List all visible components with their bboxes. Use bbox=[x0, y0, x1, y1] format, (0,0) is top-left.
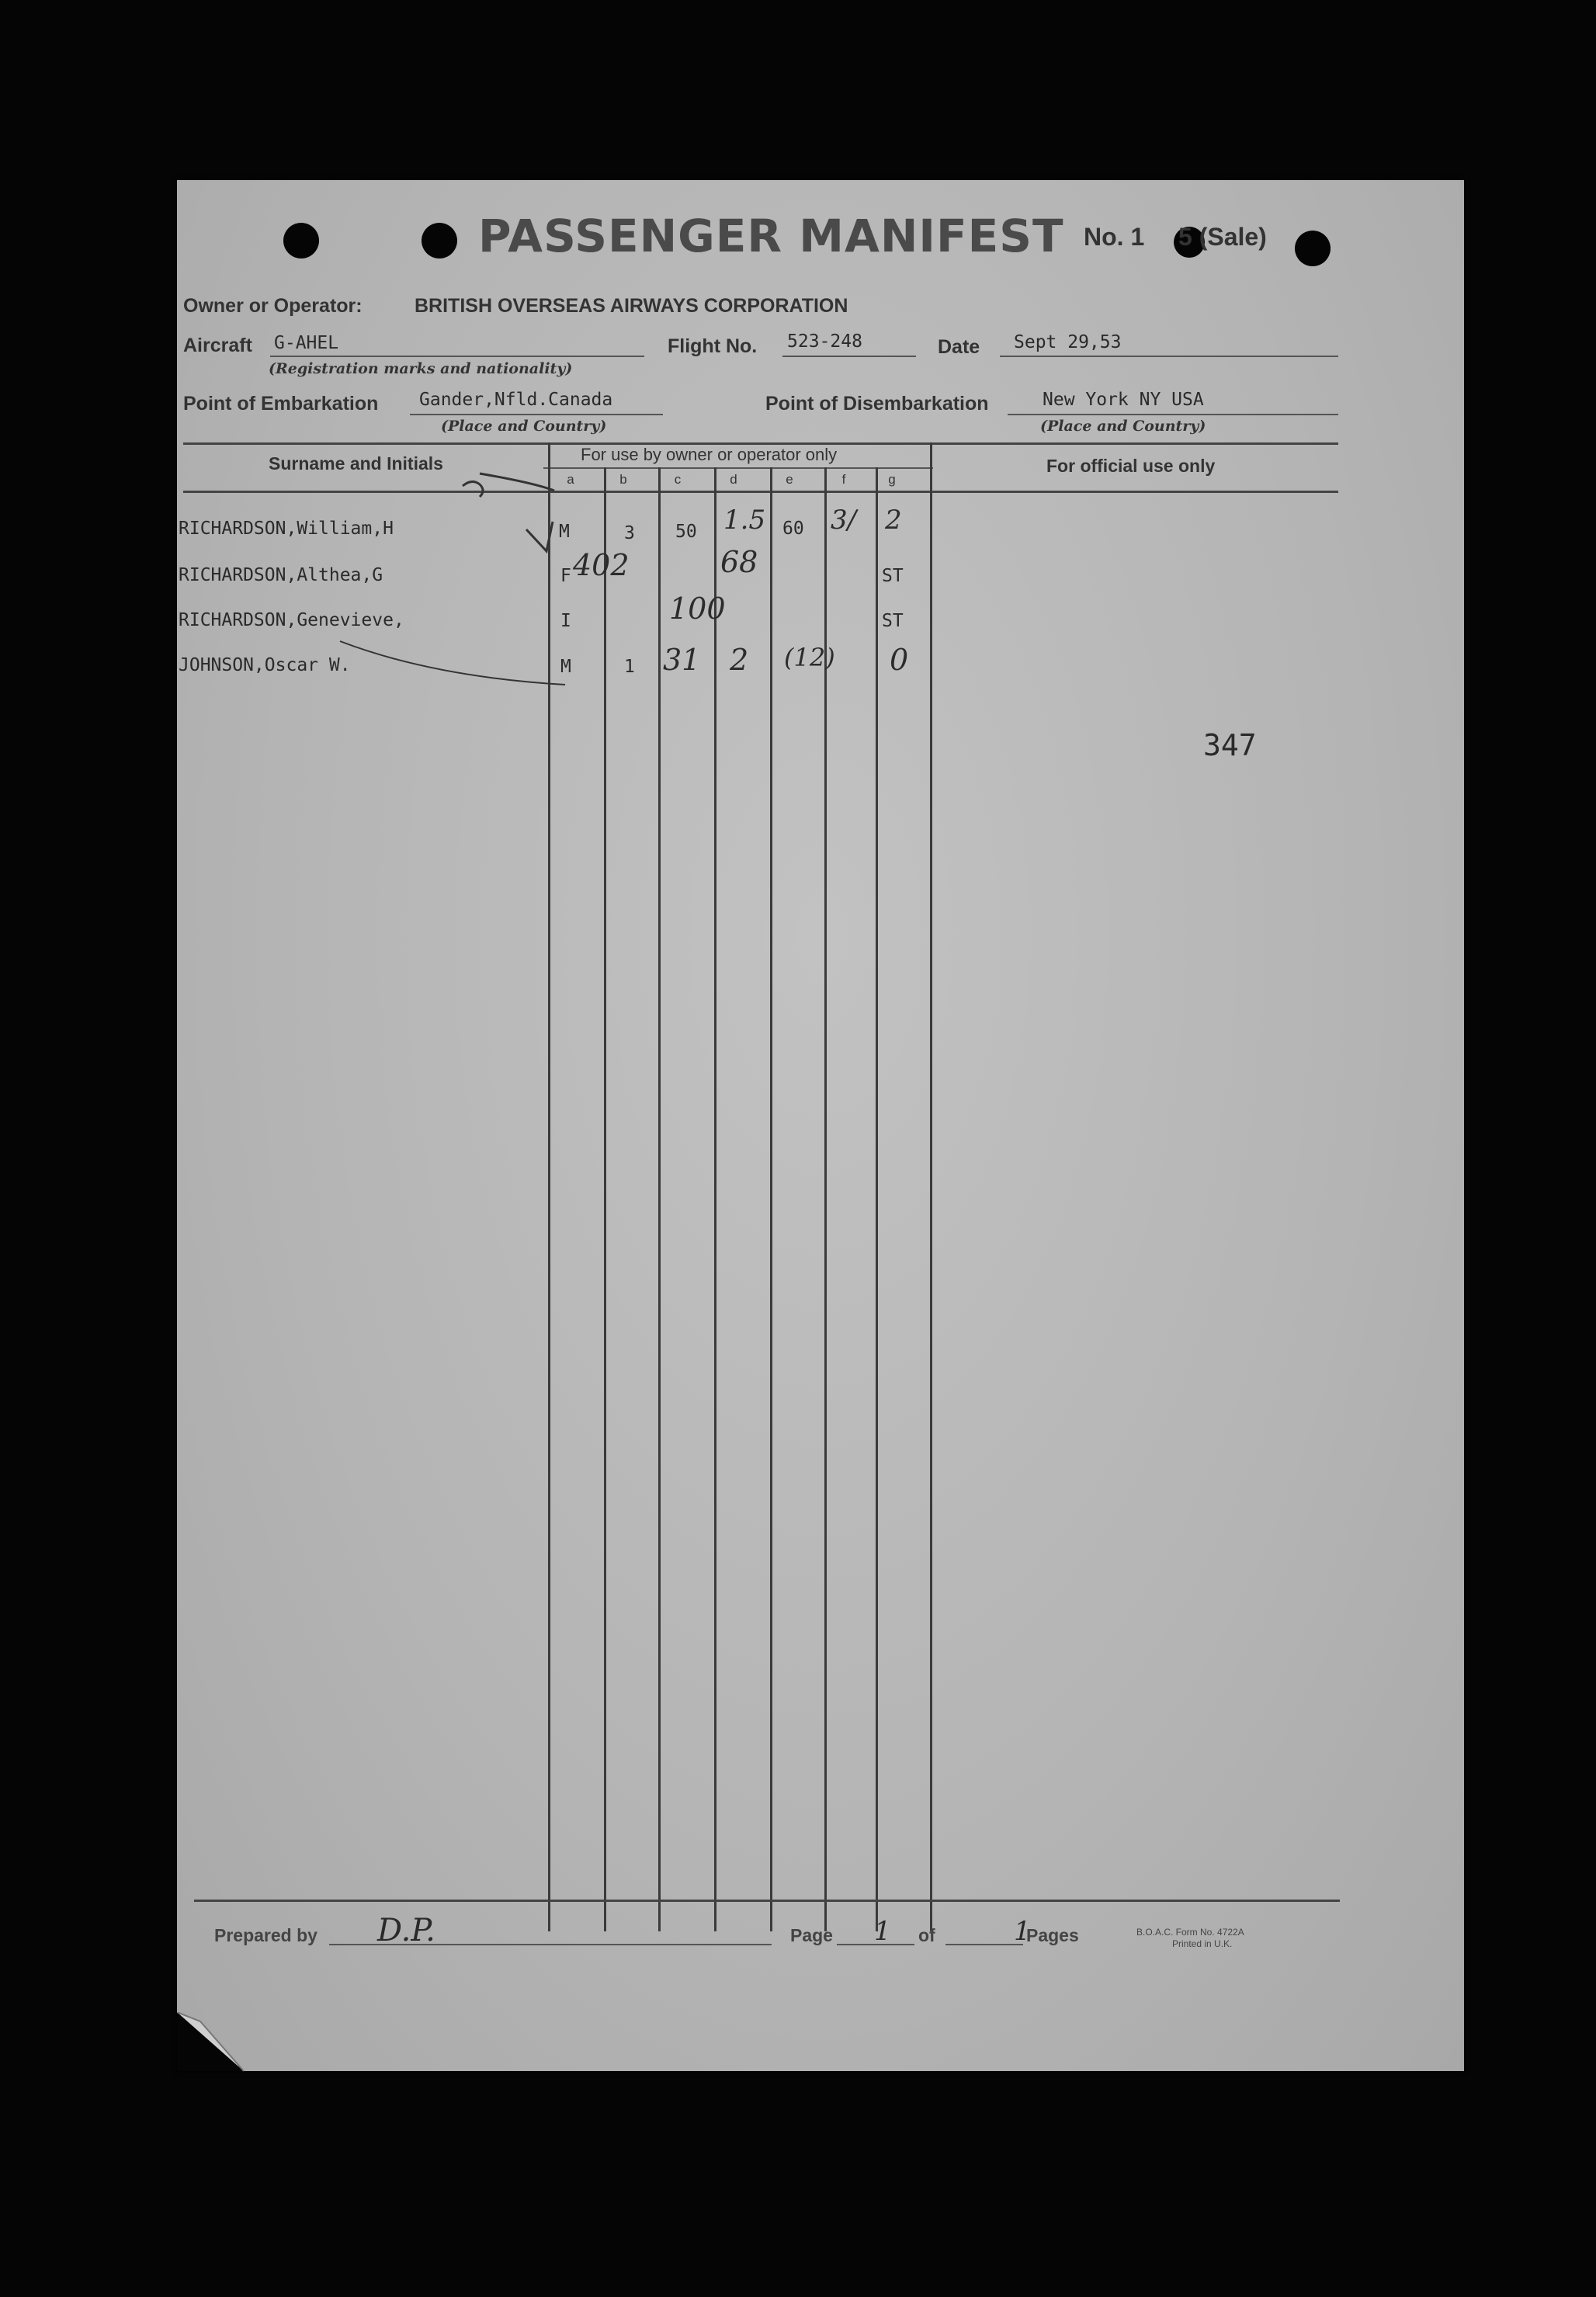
prepared-by-signature: D.P. bbox=[377, 1913, 435, 1948]
col-letter-e: e bbox=[786, 472, 793, 487]
pages-label: Pages bbox=[1026, 1925, 1079, 1945]
aircraft-note: (Registration marks and nationality) bbox=[269, 360, 573, 377]
col-letter-d: d bbox=[730, 472, 737, 487]
handwritten-note-3: 100 bbox=[669, 592, 726, 626]
page-number-annotation: 347 bbox=[1203, 728, 1257, 762]
handwritten-note-2: 68 bbox=[720, 545, 758, 579]
col-letter-f: f bbox=[841, 472, 846, 487]
aircraft-value: G-AHEL bbox=[274, 333, 339, 353]
manifest-number-suffix: 5 (Sale) bbox=[1178, 223, 1267, 251]
owner-use-header: For use by owner or operator only bbox=[581, 445, 838, 464]
row1-col-e: 60 bbox=[782, 519, 804, 539]
embarkation-value: Gander,Nfld.Canada bbox=[419, 390, 613, 410]
surname-header: Surname and Initials bbox=[269, 453, 443, 474]
of-value: 1 bbox=[1014, 1916, 1031, 1947]
check-mark-icon bbox=[456, 467, 565, 584]
aircraft-label: Aircraft bbox=[183, 335, 252, 356]
table-row-name: RICHARDSON,William,H bbox=[179, 519, 394, 539]
col-letter-g: g bbox=[888, 472, 896, 487]
table-row-name: RICHARDSON,Genevieve, bbox=[179, 610, 404, 630]
flight-label: Flight No. bbox=[668, 335, 758, 357]
owner-value: BRITISH OVERSEAS AIRWAYS CORPORATION bbox=[415, 295, 848, 317]
row4-col-c: 31 bbox=[663, 643, 701, 677]
col-letter-b: b bbox=[619, 472, 627, 487]
folded-corner bbox=[177, 2012, 247, 2074]
punch-hole-left bbox=[283, 223, 319, 258]
page-title: PASSENGER MANIFEST bbox=[478, 210, 1064, 262]
row2-col-a: F bbox=[560, 566, 571, 586]
date-value: Sept 29,53 bbox=[1014, 332, 1122, 352]
manifest-number-label: No. 1 bbox=[1084, 223, 1145, 251]
embarkation-note: (Place and Country) bbox=[441, 418, 607, 435]
of-label: of bbox=[918, 1925, 935, 1945]
form-number: B.O.A.C. Form No. 4722A bbox=[1136, 1927, 1244, 1938]
flight-value: 523-248 bbox=[787, 331, 862, 352]
row4-col-g: 0 bbox=[890, 643, 909, 677]
page-label: Page bbox=[790, 1925, 833, 1945]
disembarkation-note: (Place and Country) bbox=[1040, 418, 1206, 435]
row1-col-c: 50 bbox=[675, 522, 697, 542]
punch-hole-center bbox=[422, 223, 457, 258]
embarkation-label: Point of Embarkation bbox=[183, 393, 379, 415]
row4-col-a: M bbox=[560, 657, 571, 677]
row3-col-g: ST bbox=[882, 611, 904, 631]
col-letter-a: a bbox=[567, 472, 574, 487]
manifest-sheet bbox=[177, 180, 1464, 2071]
date-label: Date bbox=[938, 336, 980, 358]
row1-col-g: 2 bbox=[885, 505, 902, 536]
owner-label: Owner or Operator: bbox=[183, 295, 363, 317]
printed-note: Printed in U.K. bbox=[1172, 1938, 1233, 1949]
official-use-header: For official use only bbox=[1046, 456, 1216, 476]
row1-col-b: 3 bbox=[624, 523, 635, 543]
row1-col-a: M bbox=[559, 522, 570, 542]
row3-col-a: I bbox=[560, 611, 571, 631]
disembarkation-value: New York NY USA bbox=[1043, 390, 1204, 410]
punch-hole-right bbox=[1295, 231, 1331, 266]
table-row-name: RICHARDSON,Althea,G bbox=[179, 565, 383, 585]
row4-col-b: 1 bbox=[624, 657, 635, 677]
prepared-by-label: Prepared by bbox=[214, 1925, 317, 1945]
row1-col-f: 3/ bbox=[831, 505, 857, 536]
col-letter-c: c bbox=[674, 472, 682, 487]
handwritten-stroke bbox=[177, 615, 581, 700]
row4-col-e: (12) bbox=[784, 643, 835, 672]
row1-col-d: 1.5 bbox=[723, 505, 766, 536]
row2-col-g: ST bbox=[882, 566, 904, 586]
disembarkation-label: Point of Disembarkation bbox=[765, 393, 989, 415]
table-row-name: JOHNSON,Oscar W. bbox=[179, 655, 351, 675]
page-value: 1 bbox=[874, 1916, 891, 1947]
handwritten-note-1: 402 bbox=[573, 548, 630, 582]
row4-col-d: 2 bbox=[730, 643, 749, 677]
